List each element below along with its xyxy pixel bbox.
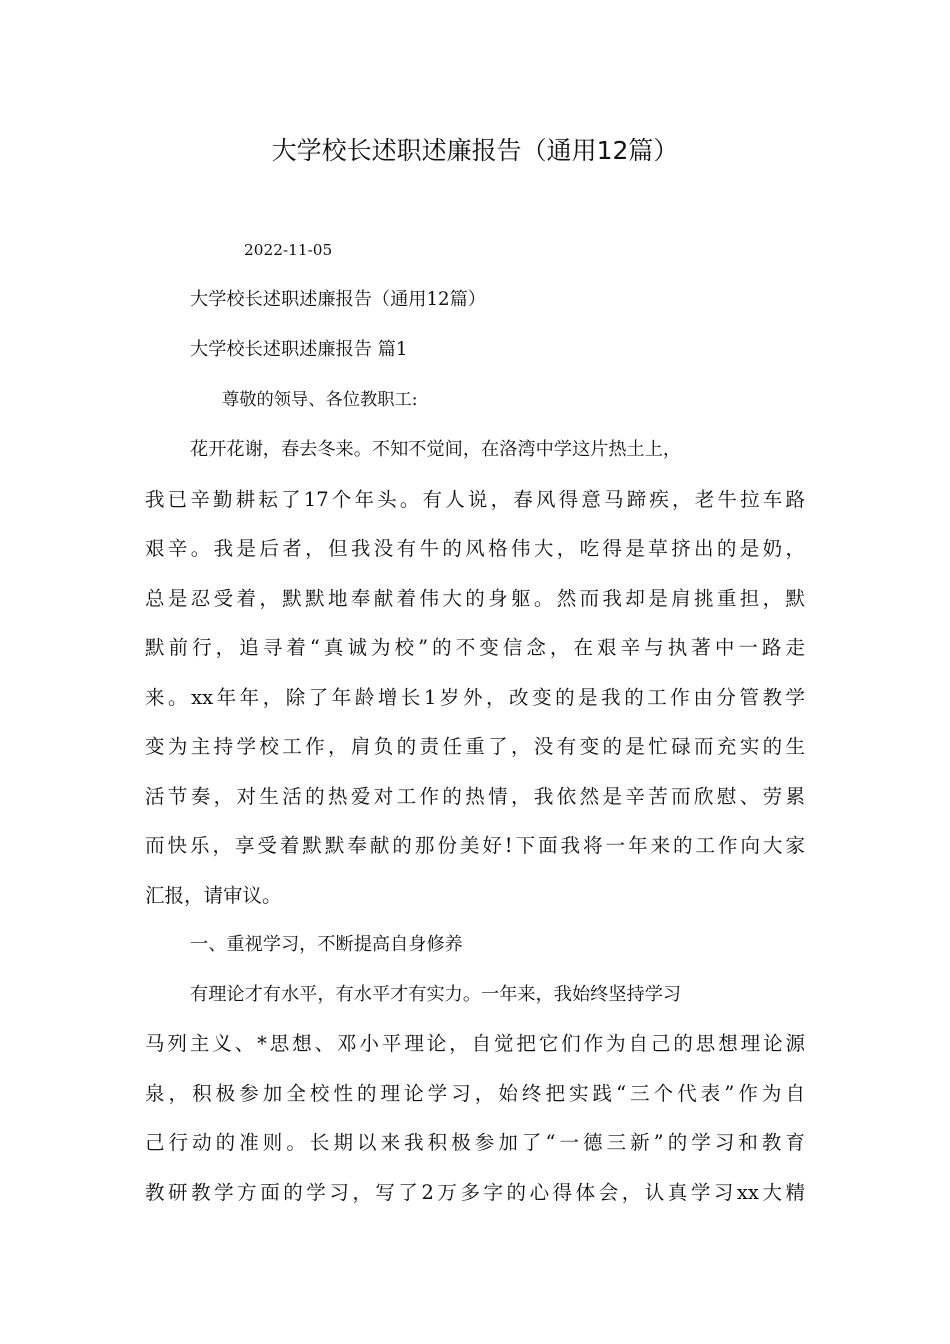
paragraph-line: 而快乐，享受着默默奉献的那份美好!下面我将一年来的工作向大家 [145,834,805,857]
document-subtitle: 大学校长述职述廉报告（通用12篇） [190,289,486,310]
paragraph-line: 马列主义、*思想、邓小平理论，自觉把它们作为自己的思想理论源 [145,1032,805,1055]
paragraph-line: 有理论才有水平，有水平才有实力。一年来，我始终坚持学习 [190,984,682,1005]
paragraph-line: 教研教学方面的学习，写了2万多字的心得体会，认真学习xx大精 [145,1181,805,1204]
paragraph-line: 艰辛。我是后者，但我没有牛的风格伟大，吃得是草挤出的是奶， [145,537,805,560]
salutation: 尊敬的领导、各位教职工: [222,390,418,410]
paragraph-line: 花开花谢，春去冬来。不知不觉间，在洛湾中学这片热土上， [190,439,682,460]
paragraph-line: 默前行，追寻着“真诚为校”的不变信念，在艰辛与执著中一路走 [145,636,805,659]
paragraph-line: 己行动的准则。长期以来我积极参加了“一德三新”的学习和教育 [145,1131,805,1154]
paragraph-line: 泉，积极参加全校性的理论学习，始终把实践“三个代表”作为自 [145,1082,805,1105]
section-heading: 大学校长述职述廉报告 篇1 [190,339,408,360]
paragraph-line: 总是忍受着，默默地奉献着伟大的身躯。然而我却是肩挑重担，默 [145,587,805,610]
document-title: 大学校长述职述廉报告（通用12篇） [271,136,679,165]
paragraph-line: 我已辛勤耕耘了17个年头。有人说，春风得意马蹄疾，老牛拉车路 [145,488,805,511]
section-subheading: 一、重视学习，不断提高自身修养 [190,934,463,955]
paragraph-line: 活节奏，对生活的热爱对工作的热情，我依然是辛苦而欣慰、劳累 [145,785,805,808]
paragraph-line: 汇报，请审议。 [145,884,282,907]
document-date: 2022-11-05 [244,241,333,259]
paragraph-line: 来。xx年年，除了年龄增长1岁外，改变的是我的工作由分管教学 [145,686,805,709]
paragraph-line: 变为主持学校工作，肩负的责任重了，没有变的是忙碌而充实的生 [145,735,805,758]
